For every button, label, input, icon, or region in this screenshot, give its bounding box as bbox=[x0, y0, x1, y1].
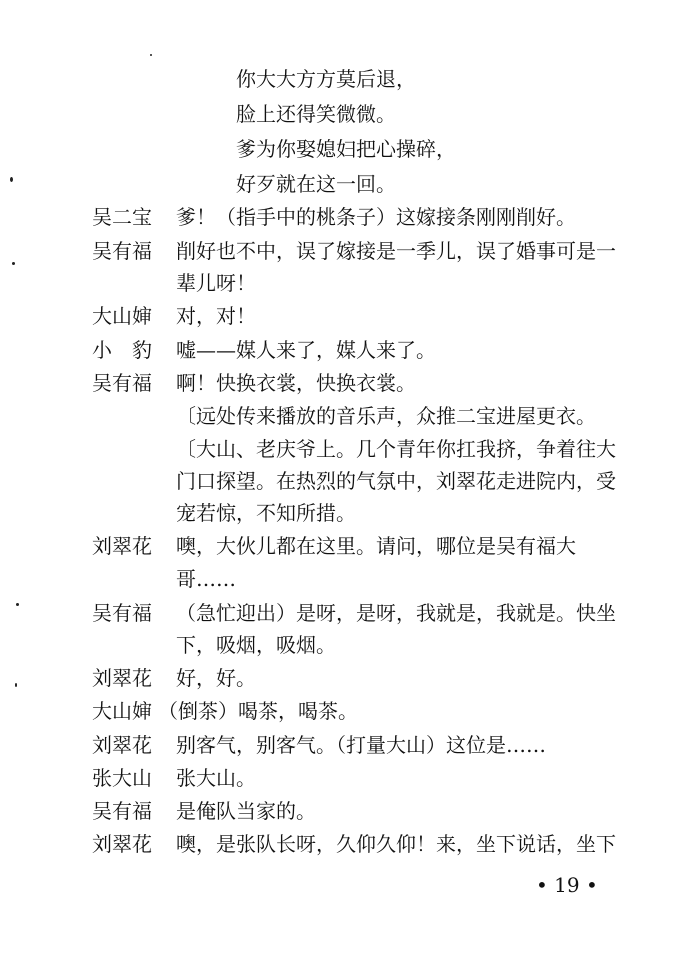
speaker-name: 吴二宝 bbox=[92, 205, 152, 229]
stage-direction: 〔大山、老庆爷上。几个青年你扛我挤，争着往大 bbox=[176, 437, 616, 461]
speaker-name: 吴有福 bbox=[92, 799, 152, 823]
speaker-name: 刘翠花 bbox=[92, 832, 152, 856]
scan-speck bbox=[12, 262, 15, 265]
speaker-name: 小 豹 bbox=[92, 338, 152, 362]
scan-speck bbox=[10, 177, 13, 182]
verse-line: 你大大方方莫后退， bbox=[236, 67, 416, 91]
speaker-name: 刘翠花 bbox=[92, 733, 152, 757]
verse-line: 好歹就在这一回。 bbox=[236, 172, 396, 196]
dialogue-line: 削好也不中，误了嫁接是一季儿，误了婚事可是一 bbox=[176, 239, 616, 263]
dialogue-line: 对，对！ bbox=[176, 304, 256, 328]
speaker-name: 张大山 bbox=[92, 766, 152, 790]
dialogue-line: 张大山。 bbox=[176, 766, 256, 790]
verse-line: 脸上还得笑微微。 bbox=[236, 102, 396, 126]
dialogue-line: 下，吸烟，吸烟。 bbox=[176, 633, 336, 657]
dialogue-line: 哥…… bbox=[176, 567, 236, 591]
dialogue-line: 别客气，别客气。（打量大山）这位是…… bbox=[176, 733, 546, 757]
speaker-name: 吴有福 bbox=[92, 371, 152, 395]
page-number: • 19 • bbox=[536, 873, 598, 897]
scan-speck bbox=[16, 603, 19, 606]
stage-direction: 宠若惊，不知所措。 bbox=[176, 501, 356, 525]
speaker-name: 大山婶 bbox=[92, 699, 152, 723]
verse-line: 爹为你娶媳妇把心操碎， bbox=[236, 137, 456, 161]
scan-speck bbox=[150, 54, 152, 56]
scan-speck bbox=[15, 683, 17, 687]
stage-direction: 〔远处传来播放的音乐声，众推二宝进屋更衣。 bbox=[176, 404, 596, 428]
dialogue-line: （倒茶）喝茶，喝茶。 bbox=[158, 699, 358, 723]
dialogue-line: 是俺队当家的。 bbox=[176, 799, 316, 823]
dialogue-line: 好，好。 bbox=[176, 666, 256, 690]
stage-direction: 门口探望。在热烈的气氛中，刘翠花走进院内，受 bbox=[176, 469, 616, 493]
dialogue-line: 辈儿呀！ bbox=[176, 271, 256, 295]
speaker-name: 吴有福 bbox=[92, 239, 152, 263]
dialogue-line: （急忙迎出）是呀，是呀，我就是，我就是。快坐 bbox=[176, 601, 616, 625]
speaker-name: 吴有福 bbox=[92, 601, 152, 625]
speaker-name: 刘翠花 bbox=[92, 534, 152, 558]
dialogue-line: 啊！快换衣裳，快换衣裳。 bbox=[176, 371, 416, 395]
dialogue-line: 噢，大伙儿都在这里。请问，哪位是吴有福大 bbox=[176, 534, 576, 558]
dialogue-line: 噢，是张队长呀，久仰久仰！来，坐下说话，坐下 bbox=[176, 832, 616, 856]
dialogue-line: 爹！（指手中的桃条子）这嫁接条刚刚削好。 bbox=[176, 205, 576, 229]
dialogue-line: 嘘——媒人来了，媒人来了。 bbox=[176, 338, 436, 362]
speaker-name: 刘翠花 bbox=[92, 666, 152, 690]
speaker-name: 大山婶 bbox=[92, 304, 152, 328]
